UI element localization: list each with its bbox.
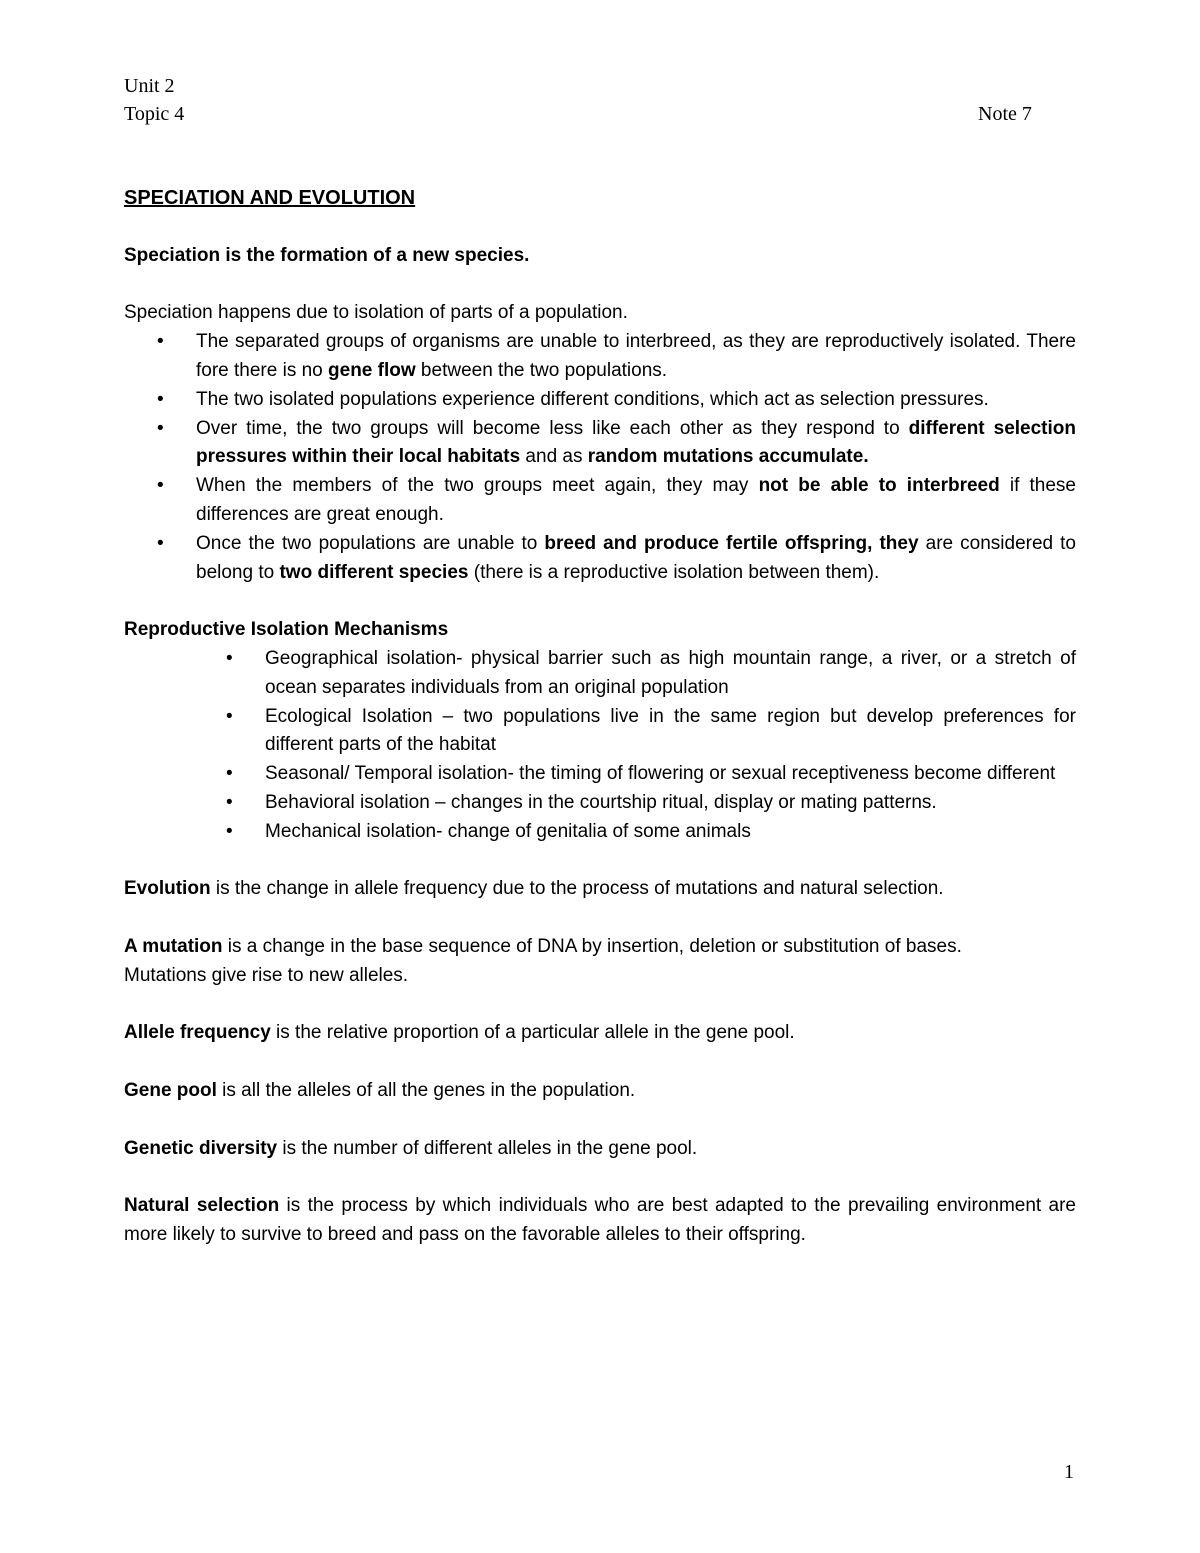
- bullet-text: When the members of the two groups meet again, they may: [196, 475, 759, 497]
- bullet-keyword: random mutations accumulate.: [587, 446, 869, 468]
- page-title: SPECIATION AND EVOLUTION: [124, 187, 416, 209]
- speciation-definition-text: Speciation is the formation of a new species.: [124, 244, 530, 266]
- bullet-icon: •: [226, 820, 233, 842]
- definition-text: is the relative proportion of a particular allele in the gene pool.: [270, 1022, 795, 1044]
- speciation-bullet-list: [124, 328, 1076, 587]
- list-item: [124, 328, 1076, 386]
- bullet-icon: •: [226, 647, 233, 669]
- bullet-icon: •: [157, 475, 164, 497]
- list-item: [124, 818, 1076, 847]
- bullet-keyword: different selection pressures within their local habitats: [196, 417, 1076, 468]
- mechanisms-heading-text: Reproductive Isolation Mechanisms: [124, 619, 449, 641]
- definition-text: is a change in the base sequence of DNA by insertion, deletion or substitution of bases.: [222, 935, 962, 957]
- bullet-text: are considered to belong to: [196, 532, 1076, 583]
- mechanism-text: Behavioral isolation – changes in the courtship ritual, display or mating patterns.: [265, 791, 937, 813]
- list-item: [124, 472, 1076, 530]
- list-item: [124, 530, 1076, 588]
- list-item: [124, 760, 1076, 789]
- bullet-text: (there is a reproductive isolation between them).: [468, 561, 880, 583]
- mechanism-text: Geographical isolation- physical barrier such as high mountain range, a river, or a stretch of ocean separates individuals from an original population: [265, 647, 1076, 698]
- speciation-definition: [124, 242, 1076, 271]
- bullet-icon: •: [157, 532, 164, 554]
- gene-pool-definition: [124, 1077, 1076, 1106]
- speciation-intro: Speciation happens due to isolation of parts of a population.: [124, 302, 628, 324]
- list-item: [124, 703, 1076, 761]
- list-item: [124, 789, 1076, 818]
- bullet-icon: •: [226, 763, 233, 785]
- document-body: [124, 184, 1076, 1250]
- bullet-keyword: breed and produce fertile offspring, they: [544, 532, 919, 554]
- definition-text: is all the alleles of all the genes in the population.: [216, 1079, 636, 1101]
- term: Allele frequency: [124, 1022, 271, 1044]
- term: A mutation: [124, 935, 223, 957]
- genetic-diversity-definition: [124, 1135, 1076, 1164]
- header-topic: Topic 4: [124, 103, 185, 125]
- definition-text: is the change in allele frequency due to the process of mutations and natural selection.: [210, 878, 944, 900]
- definition-text: is the process by which individuals who are best adapted to the prevailing environment are more likely to survive to breed and pass on the favorable alleles to their offspring.: [124, 1195, 1077, 1245]
- list-item: [124, 386, 1076, 415]
- natural-selection-definition: [124, 1192, 1076, 1250]
- bullet-text: and as: [520, 446, 588, 468]
- bullet-text: Once the two populations are unable to: [196, 532, 545, 554]
- bullet-icon: •: [157, 417, 164, 439]
- bullet-text: The two isolated populations experience different conditions, which act as selection pressures.: [196, 388, 989, 410]
- bullet-icon: •: [226, 705, 233, 727]
- mechanisms-heading: [124, 616, 1076, 645]
- mechanism-text: Mechanical isolation- change of genitalia of some animals: [265, 820, 751, 842]
- bullet-text: between the two populations.: [415, 359, 668, 381]
- mechanism-text: Seasonal/ Temporal isolation- the timing of flowering or sexual receptiveness become different: [265, 763, 1056, 785]
- bullet-icon: •: [157, 388, 164, 410]
- mechanisms-list: [124, 645, 1076, 847]
- bullet-text: if these differences are great enough.: [196, 475, 1076, 525]
- evolution-definition: [124, 875, 1076, 904]
- bullet-text: The separated groups of organisms are unable to interbreed, as they are reproductively isolated. There fore there is no: [196, 331, 1076, 381]
- bullet-icon: •: [226, 791, 233, 813]
- term: Genetic diversity: [124, 1137, 278, 1159]
- bullet-icon: •: [157, 331, 164, 353]
- bullet-keyword: not be able to interbreed: [758, 475, 1000, 497]
- bullet-text: Over time, the two groups will become less like each other as they respond to: [196, 417, 909, 439]
- list-item: [124, 415, 1076, 473]
- header-unit: Unit 2: [124, 75, 175, 97]
- term: Evolution: [124, 878, 211, 900]
- term: Natural selection: [124, 1195, 280, 1217]
- mutation-definition: [124, 933, 1076, 962]
- mutation-note: Mutations give rise to new alleles.: [124, 964, 409, 986]
- allele-frequency-definition: [124, 1019, 1076, 1048]
- list-item: [124, 645, 1076, 703]
- mechanism-text: Ecological Isolation – two populations live in the same region but develop preferences for different parts of the habitat: [265, 705, 1076, 756]
- bullet-keyword: two different species: [279, 561, 469, 583]
- term: Gene pool: [124, 1079, 217, 1101]
- header-note: Note 7: [978, 103, 1032, 125]
- definition-text: is the number of different alleles in the gene pool.: [277, 1137, 698, 1159]
- page-number: 1: [1064, 1461, 1074, 1483]
- bullet-keyword: gene flow: [328, 359, 416, 381]
